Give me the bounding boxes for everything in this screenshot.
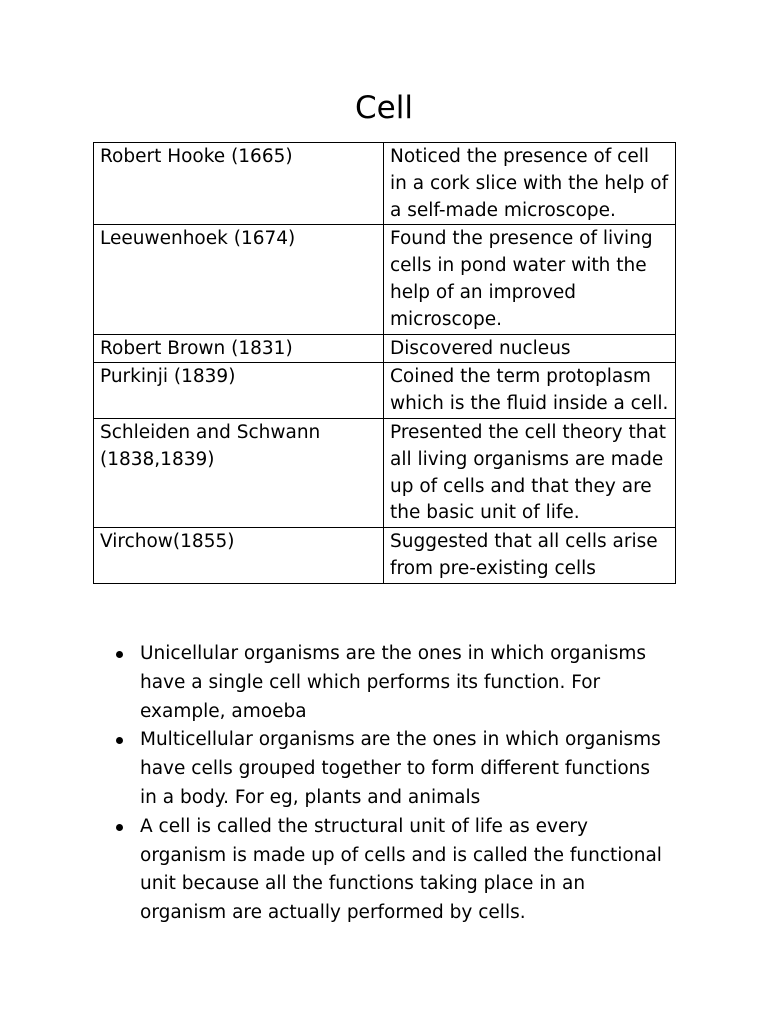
discovery-cell: Suggested that all cells arise from pre-existing cells [384, 528, 676, 584]
table-row [94, 363, 676, 419]
bullet-icon [116, 824, 123, 831]
scientist-cell: Robert Brown (1831) [94, 334, 384, 363]
scientist-cell: Purkinji (1839) [94, 363, 384, 419]
scientists-table [93, 142, 676, 584]
scientist-cell: Schleiden and Schwann (1838,1839) [94, 418, 384, 527]
list-item-text: Multicellular organisms are the ones in which organisms have cells grouped together to form different functions in a body. For eg, plants and animals [140, 729, 661, 808]
discovery-cell: Noticed the presence of cell in a cork slice with the help of a self-made microscope. [384, 143, 676, 225]
table-row [94, 528, 676, 584]
bullet-icon [116, 651, 123, 658]
table-row [94, 143, 676, 225]
table-row [94, 418, 676, 527]
discovery-cell: Presented the cell theory that all living organisms are made up of cells and that they are the basic unit of life. [384, 418, 676, 527]
page-title: Cell [355, 90, 413, 126]
scientist-cell: Leeuwenhoek (1674) [94, 225, 384, 334]
discovery-cell: Discovered nucleus [384, 334, 676, 363]
discovery-cell: Coined the term protoplasm which is the fluid inside a cell. [384, 363, 676, 419]
scientist-cell: Virchow(1855) [94, 528, 384, 584]
bullet-list [111, 640, 671, 928]
list-item [111, 813, 671, 928]
table-row [94, 334, 676, 363]
list-item [111, 640, 671, 726]
discovery-cell: Found the presence of living cells in pond water with the help of an improved microscope. [384, 225, 676, 334]
list-item [111, 726, 671, 812]
scientist-cell: Robert Hooke (1665) [94, 143, 384, 225]
table-row [94, 225, 676, 334]
list-item-text: Unicellular organisms are the ones in which organisms have a single cell which performs its function. For example, amoeba [140, 643, 646, 722]
bullet-icon [116, 737, 123, 744]
list-item-text: A cell is called the structural unit of life as every organism is made up of cells and is called the functional unit because all the functions taking place in an organism are actually performed by cells. [140, 815, 662, 924]
